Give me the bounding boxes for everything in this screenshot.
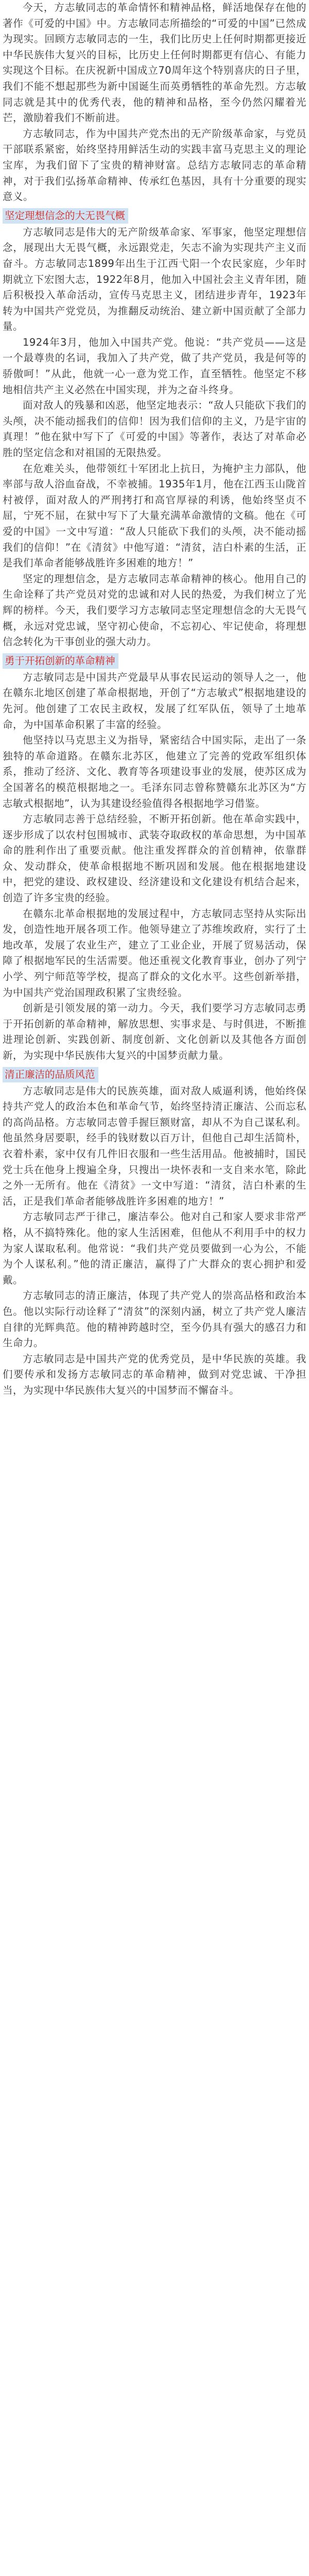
section-integrity	[3, 1064, 306, 1399]
intro-paragraph: 今天，方志敏同志的革命情怀和精神品格，鲜活地保存在他的著作《可爱的中国》中。方志敏同志所描绘的“可爱的中国”已然成为现实。回顾方志敏同志的一生，我们比历史上任何时期都更接近中华民族伟大复兴的目标，比历史上任何时期都更有信心、有能力实现这个目标。在庆祝新中国成立70周年这个特别喜庆的日子里，我们不能不想起那些为新中国诞生而英勇牺牲的革命先烈。方志敏同志就是其中的优秀代表，他的精神和品格，至今仍然闪耀着光芒，激励着我们不断前进。	[3, 2, 306, 124]
section-title: 勇于开拓创新的革命精神	[3, 653, 118, 669]
section-paragraph: 方志敏同志是中国共产党的优秀党员，是中华民族的英雄。我们要传承和发扬方志敏同志的革命精神，做到对党忠诚、干净担当，为实现中华民族伟大复兴的中国梦而不懈奋斗。	[3, 1352, 306, 1396]
section-paragraph: 在赣东北革命根据地的发展过程中，方志敏同志坚持从实际出发，创造性地开展各项工作。他领导建立了苏维埃政府，实行了土地改革，发展了农业生产，建立了工业企业，开展了贸易活动，保障了根据地军民的生活需要。他还重视文化教育事业，创办了列宁小学、列宁师范等学校，提高了群众的文化水平。这些创新举措，为中国共产党治国理政积累了宝贵经验。	[3, 907, 306, 998]
section-paragraph: 1924年3月，他加入中国共产党。他说：“共产党员——这是一个最尊贵的名词，我加入了共产党，做了共产党员，我是何等的骄傲呵！”从此，他就一心一意为党工作，直至牺牲。他坚定不移地相信共产主义必然在中国实现，并为之奋斗终身。	[3, 336, 306, 396]
section-paragraph: 方志敏同志善于总结经验，不断开拓创新。他在革命实践中，逐步形成了以农村包围城市、武装夺取政权的革命思想，为中国革命的胜利作出了重要贡献。他注重发挥群众的首创精神，依靠群众、发动群众，使革命根据地不断巩固和发展。他在根据地建设中，把党的建设、政权建设、经济建设和文化建设有机结合起来，创造了许多宝贵的经验。	[3, 813, 306, 904]
section-paragraph: 面对敌人的残暴和凶恶，他坚定地表示：“敌人只能砍下我们的头颅，决不能动摇我们的信仰！因为我们信仰的主义，乃是宇宙的真理！”他在狱中写下了《可爱的中国》等著作，表达了对革命必胜的坚定信念和对祖国的无限热爱。	[3, 399, 306, 459]
section-paragraph: 在危难关头，他带领红十军团北上抗日，为掩护主力部队，他率部与敌人浴血奋战，不幸被捕。1935年1月，他在江西玉山陇首村被俘，面对敌人的严刑拷打和高官厚禄的利诱，他始终坚贞不屈，宁死不屈，在狱中写下了大量充满革命激情的文稿。他在《可爱的中国》一文中写道：“敌人只能砍下我们的头颅，决不能动摇我们的信仰！”在《清贫》中他写道：“清贫，洁白朴素的生活，正是我们革命者能够战胜许多困难的地方！”	[3, 462, 306, 569]
section-title: 清正廉洁的品质风范	[3, 1067, 98, 1082]
section-paragraph: 创新是引领发展的第一动力。今天，我们要学习方志敏同志勇于开拓创新的革命精神，解放思想、实事求是、与时俱进，不断推进理论创新、实践创新、制度创新、文化创新以及其他各方面创新，为实现中华民族伟大复兴的中国梦贡献力量。	[3, 1002, 306, 1061]
section-title: 坚定理想信念的大无畏气概	[3, 208, 128, 224]
section-paragraph: 方志敏同志严于律己，廉洁奉公。他对自己和家人要求非常严格，从不搞特殊化。他的家人生活困难，但他从不利用手中的权力为家人谋取私利。他常说：“我们共产党员要做到一心为公，不能为个人谋私利。”他的清正廉洁，赢得了广大群众的衷心拥护和爱戴。	[3, 1211, 306, 1286]
section-paragraph: 方志敏同志的清正廉洁，体现了共产党人的崇高品格和政治本色。他以实际行动诠释了“清贫”的深刻内涵，树立了共产党人廉洁自律的光辉典范。他的精神跨越时空，至今仍具有强大的感召力和生命力。	[3, 1290, 306, 1349]
section-ideals	[3, 205, 306, 650]
section-paragraph: 方志敏同志是伟大的无产阶级革命家、军事家，他坚定理想信念，展现出大无畏气概，永远跟党走，矢志不渝为实现共产主义而奋斗。方志敏同志1899年出生于江西弋阳一个农民家庭，少年时期就立下宏图大志，1922年8月，他加入中国社会主义青年团，随后积极投入革命活动，宣传马克思主义，团结进步青年，1923年转为中国共产党党员，为推翻反动统治、建立新中国贡献了全部力量。	[3, 226, 306, 333]
section-innovation	[3, 650, 306, 1064]
section-paragraph: 方志敏同志是中国共产党最早从事农民运动的领导人之一，他在赣东北地区创建了革命根据地，开创了“方志敏式”根据地建设的先河。他创建了工农民主政权，发展了红军队伍，领导了土地革命，为中国革命积累了丰富的经验。	[3, 671, 306, 731]
intro-paragraph: 方志敏同志，作为中国共产党杰出的无产阶级革命家，与党员干部联系紧密，始终坚持用鲜活生动的实践丰富马克思主义的理论宝库，为我们留下了宝贵的精神财富。总结方志敏同志的革命精神，对于我们弘扬革命精神、传承红色基因，具有十分重要的现实意义。	[3, 127, 306, 203]
section-paragraph: 他坚持以马克思主义为指导，紧密结合中国实际，走出了一条独特的革命道路。在赣东北苏区，他建立了完善的党政军组织体系，推动了经济、文化、教育等各项建设事业的发展，使苏区成为全国著名的模范根据地之一。毛泽东同志曾称赞赣东北苏区为“方志敏式根据地”，认为其建设经验值得各根据地学习借鉴。	[3, 734, 306, 809]
section-paragraph: 方志敏同志是伟大的民族英雄，面对敌人威逼利诱，他始终保持共产党人的政治本色和革命气节，始终坚持清正廉洁、公而忘私的高尚品格。方志敏同志曾手握巨额财富，却从不为自己谋私利。他虽然身居要职，经手的钱财数以百万计，但他自己却生活简朴，衣着朴素，家中仅有几件旧衣服和一些生活用品。他被捕时，国民党士兵在他身上搜遍全身，只搜出一块怀表和一支自来水笔，除此之外一无所有。他在《清贫》一文中写道：“清贫，洁白朴素的生活，正是我们革命者能够战胜许多困难的地方！”	[3, 1084, 306, 1207]
section-paragraph: 坚定的理想信念，是方志敏同志革命精神的核心。他用自己的生命诠释了共产党员对党的忠诚和对人民的热爱，为我们树立了光辉的榜样。今天，我们要学习方志敏同志坚定理想信念的大无畏气概，永远对党忠诚，坚守初心使命，不忘初心、牢记使命，将理想信念转化为干事创业的强大动力。	[3, 572, 306, 648]
